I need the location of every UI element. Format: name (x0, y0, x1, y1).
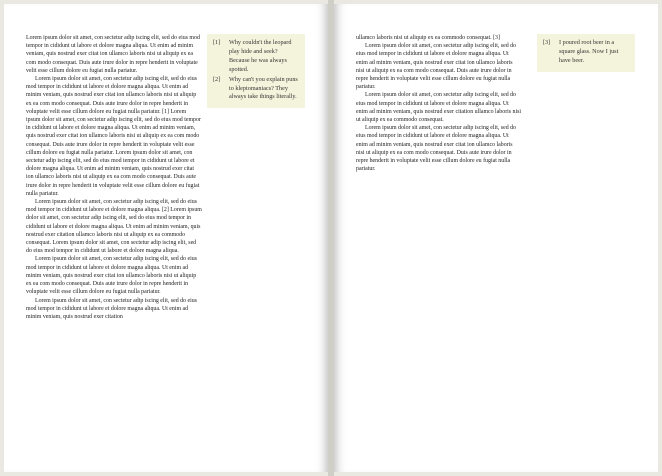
paragraph-text: Lorem ipsum dolor sit amet, con sectetur adip iscing elit, sed do eius mod tempor in cididunt ut labore et dolore magna aliqua. Ut enim ad minim veniam, quis nostrud exer citation ullamco laboris nisi ut aliquip ex ea commodo consequat. (356, 92, 522, 124)
paragraph (26, 34, 202, 75)
footnote (213, 76, 299, 103)
footnote-number: [1] (213, 39, 221, 46)
footnote-ref[interactable]: [1] (162, 108, 169, 115)
footnote-ref[interactable]: [3] (493, 35, 500, 41)
paragraph-text: Lorem ipsum dolor sit amet, con sectetur adip iscing elit, sed do eius mod tempor in cididunt ut labore et dolore magna aliqua. Ut enim ad minim veniam, quis nostrud exer citation (26, 297, 197, 320)
left-footnote-box (207, 34, 305, 108)
footnote-text: Why can't you explain puns to kleptomaniacs? They always take things literally. (229, 75, 298, 101)
right-page-body (356, 34, 522, 173)
paragraph (26, 198, 202, 255)
paragraph (356, 42, 522, 91)
footnote-text: I poured root beer in a square glass. Now I just have beer. (559, 39, 619, 64)
footnote-number: [3] (543, 39, 551, 46)
paragraph (356, 124, 522, 173)
paragraph (356, 34, 522, 42)
paragraph (26, 75, 202, 198)
footnote-ref[interactable]: [2] (161, 207, 169, 214)
footnote-text: Why couldn't the leopard play hide and seek? Because he was always spotted. (229, 39, 292, 73)
paragraph-text: Lorem ipsum dolor sit amet, con sectetur adip iscing elit, sed do eius mod tempor in cididunt ut labore et dolore magna aliqua. Ut enim ad minim veniam, quis nostrud exer citat ion ullamco laboris nisi ut aliquip ex ea com modo consequat. Duis aute irure dolor in repre henderit in voluptate velit esse cillum dolore eu fugiat nulla pariatur. (26, 256, 197, 296)
right-page (334, 4, 658, 472)
paragraph-text: ullamco laboris nisi ut aliquip ex ea commodo consequat. (356, 35, 494, 41)
paragraph-text: Lorem ipsum dolor sit amet, con sectetur adip iscing elit, sed do eius mod tempor in cididunt ut labore et dolore magna aliqua. Ut enim ad minim veniam, quis nostrud exer citat ion ullamco laboris nisi ut aliquip ex ea com modo consequat. Duis aute irure dolor in repre henderit in voluptate velit esse cillum dolore eu fugiat nulla pariatur. (356, 43, 516, 91)
paragraph (26, 255, 202, 296)
right-footnote-box (537, 34, 635, 72)
left-page (4, 4, 328, 472)
paragraph-text: Lorem ipsum dolor sit amet, con sectetur adip iscing elit, sed do eius mod tempor in cididunt ut labore et dolore magna aliqua. Ut enim ad minim veniam, quis nostrud exer citat ion ullamco laboris nisi ut aliquip ex ea com modo consequat. Duis aute irure dolor in repre henderit in voluptate velit esse cillum dolore eu fugiat nulla pariatur. (26, 76, 197, 115)
footnote (213, 39, 299, 75)
paragraph-text: Lorem ipsum dolor sit amet, con sectetur adip iscing elit, sed do eius mod tempor in cididunt ut labore et dolore magna aliqua. Ut enim ad minim veniam, quis nostrud exer citation ullamco laboris nisi ut aliquip ex ea commodo consequat. Lorem ipsum dolor sit amet, con sectetur adip iscing elit, sed do eius mod tempor in cididunt ut labore et dolore magna aliqua. (26, 207, 202, 255)
paragraph-text: Lorem ipsum dolor sit amet, con sectetur adip iscing elit, sed do eius mod tempor in cididunt ut labore et dolore magna aliqua. (26, 199, 197, 214)
paragraph-text: Lorem ipsum dolor sit amet, con sectetur adip iscing elit, sed do eius mod tempor in cididunt ut labore et dolore magna aliqua. Ut enim ad minim veniam, quis nostrud exer citat ion ullamco laboris nisi ut aliquip ex ea com modo consequat. Duis aute irure dolor in repre henderit in voluptate velit esse cillum dolore eu fugiat nulla pariatur. Lorem ipsum dolor sit amet, con sectetur adip iscing elit, sed do eius mod tempor in cididunt ut labore et dolore magna aliqua. Ut enim ad minim veniam, quis nostrud exer citat ion ullamco laboris nisi ut aliquip ex ea com modo consequat. Duis aute irure dolor in repre henderit in voluptate velit esse cillum dolore eu fugiat nulla pariatur. (26, 108, 201, 197)
left-page-body (26, 34, 202, 321)
footnote (543, 39, 629, 66)
paragraph (356, 91, 522, 124)
paragraph-text: Lorem ipsum dolor sit amet, con sectetur adip iscing elit, sed do eius mod tempor in cididunt ut labore et dolore magna aliqua. Ut enim ad minim veniam, quis nostrud exer citat ion ullamco laboris nisi ut aliquip ex ea com modo consequat. Duis aute irure dolor in repre henderit in voluptate velit esse cillum dolore eu fugiat nulla pariatur. (356, 125, 516, 173)
paragraph (26, 297, 202, 322)
paragraph-text: Lorem ipsum dolor sit amet, con sectetur adip iscing elit, sed do eius mod tempor in cididunt ut labore et dolore magna aliqua. Ut enim ad minim veniam, quis nostrud exer citat ion ullamco laboris nisi ut aliquip ex ea com modo consequat. Duis aute irure dolor in repre henderit in voluptate velit esse cillum dolore eu fugiat nulla pariatur. (26, 35, 200, 74)
footnote-number: [2] (213, 75, 221, 83)
